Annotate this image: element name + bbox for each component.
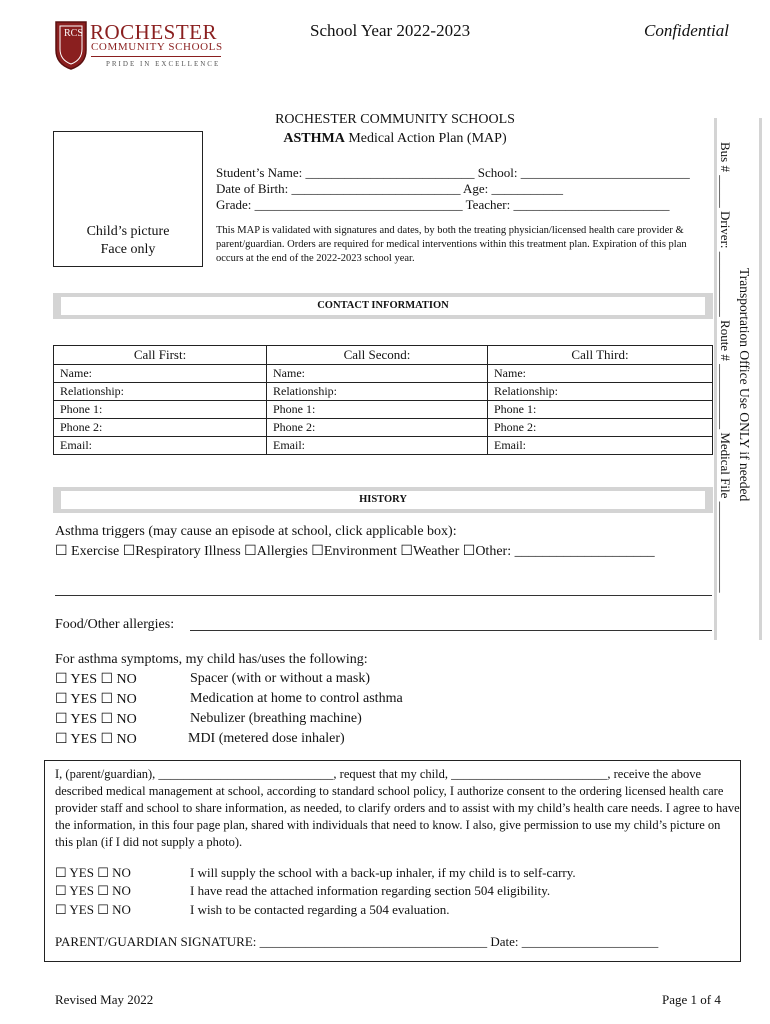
history-section-header — [53, 487, 713, 513]
student-name-school-field[interactable]: Student’s Name: __________________________ School: __________________________ — [216, 165, 690, 180]
yes-no-checkbox[interactable]: ☐ YES ☐ NO — [55, 712, 137, 727]
history-section-title: HISTORY — [61, 491, 705, 509]
table-row — [54, 365, 713, 383]
contact-section-header — [53, 293, 713, 319]
transport-fields[interactable]: Bus # _____ Driver: __________ Route # __________ Medical File ______________ — [718, 142, 733, 593]
contact-cell[interactable]: Phone 1: — [54, 401, 267, 419]
yes-no-checkbox[interactable]: ☐ YES ☐ NO — [55, 692, 137, 707]
call-third-header: Call Third: — [488, 346, 713, 365]
contact-cell[interactable]: Relationship: — [488, 383, 713, 401]
dob-age-field[interactable]: Date of Birth: __________________________ Age: ___________ — [216, 181, 564, 196]
transport-title: Transportation Office Use ONLY if needed — [737, 268, 752, 502]
triggers-blank-line[interactable] — [55, 595, 712, 596]
plan-title-rest: Medical Action Plan (MAP) — [344, 131, 507, 146]
contact-cell[interactable]: Phone 1: — [488, 401, 713, 419]
call-second-header: Call Second: — [267, 346, 488, 365]
table-row — [54, 383, 713, 401]
contact-cell[interactable]: Name: — [54, 365, 267, 383]
contact-section-title: CONTACT INFORMATION — [61, 297, 705, 315]
yes-no-checkbox[interactable]: ☐ YES ☐ NO — [55, 883, 131, 898]
revised-date: Revised May 2022 — [55, 992, 154, 1007]
symptoms-label: For asthma symptoms, my child has/uses the following: — [55, 652, 368, 667]
food-allergies-line[interactable] — [190, 630, 712, 631]
school-year: School Year 2022-2023 — [310, 21, 471, 40]
photo-label-1: Child’s picture — [86, 224, 170, 239]
photo-label-2: Face only — [100, 242, 156, 257]
transport-side-inner — [717, 118, 759, 640]
table-row — [54, 437, 713, 455]
yes-no-checkbox[interactable]: ☐ YES ☐ NO — [55, 902, 131, 917]
map-disclaimer: This MAP is validated with signatures and dates, by both the treating physician/licensed health care provider & parent/guardian. Orders are required for medical interventions within this treatment plan. Expiration of this plan occurs at the end of the 2022-2023 school year. — [216, 225, 687, 264]
contact-cell[interactable]: Phone 1: — [267, 401, 488, 419]
org-title: ROCHESTER COMMUNITY SCHOOLS — [275, 112, 515, 127]
table-row — [54, 401, 713, 419]
signature-date-line[interactable]: PARENT/GUARDIAN SIGNATURE: ___________________________________ Date: _____________________ — [55, 934, 659, 949]
consent-item: I have read the attached information regarding section 504 eligibility. — [190, 883, 551, 898]
consent-item: I wish to be contacted regarding a 504 evaluation. — [190, 902, 450, 917]
contact-cell[interactable]: Email: — [488, 437, 713, 455]
logo-divider — [91, 56, 221, 57]
triggers-label: Asthma triggers (may cause an episode at school, click applicable box): — [55, 524, 457, 539]
consent-box — [44, 760, 741, 962]
symptom-item: Medication at home to control asthma — [190, 691, 403, 706]
contact-cell[interactable]: Phone 2: — [54, 419, 267, 437]
symptom-item: MDI (metered dose inhaler) — [188, 731, 345, 746]
contact-cell[interactable]: Phone 2: — [488, 419, 713, 437]
page-number: Page 1 of 4 — [662, 992, 721, 1007]
triggers-checkboxes[interactable]: ☐ Exercise ☐Respiratory Illness ☐Allergies ☐Environment ☐Weather ☐Other: ____________________ — [55, 544, 655, 559]
logo-tagline: PRIDE IN EXCELLENCE — [106, 60, 221, 68]
symptom-item: Nebulizer (breathing machine) — [190, 711, 362, 726]
plan-title — [210, 131, 580, 147]
table-row — [54, 419, 713, 437]
contact-cell[interactable]: Relationship: — [267, 383, 488, 401]
contact-cell[interactable]: Name: — [488, 365, 713, 383]
symptom-item: Spacer (with or without a mask) — [190, 671, 371, 686]
contacts-table — [53, 345, 713, 455]
yes-no-checkbox[interactable]: ☐ YES ☐ NO — [55, 865, 131, 880]
confidential-label: Confidential — [644, 21, 729, 40]
contact-cell[interactable]: Phone 2: — [267, 419, 488, 437]
plan-title-bold: ASTHMA — [283, 131, 345, 146]
transport-side-panel — [714, 118, 762, 640]
contact-cell[interactable]: Email: — [267, 437, 488, 455]
yes-no-checkbox[interactable]: ☐ YES ☐ NO — [55, 672, 137, 687]
food-allergies-label: Food/Other allergies: — [55, 617, 175, 632]
yes-no-checkbox[interactable]: ☐ YES ☐ NO — [55, 732, 137, 747]
logo-name: ROCHESTER — [90, 20, 218, 44]
contact-cell[interactable]: Name: — [267, 365, 488, 383]
call-first-header: Call First: — [54, 346, 267, 365]
grade-teacher-field[interactable]: Grade: ________________________________ Teacher: ________________________ — [216, 197, 670, 212]
photo-box[interactable] — [53, 131, 203, 267]
consent-item: I will supply the school with a back-up inhaler, if my child is to self-carry. — [190, 865, 576, 880]
contact-cell[interactable]: Email: — [54, 437, 267, 455]
consent-paragraph: I, (parent/guardian), ____________________________, request that my child, _________________________, receive the above described medical management at school, according to standard school policy, I authorize consent to the ordering licensed health care provider staff and school to share information, as needed, to clarify orders and to assist with my child’s health care needs. I agree to have the information, in this four page plan, shared with individuals that need to know. I also, give permission to use my child’s picture on this plan (if I did not supply a photo). — [55, 767, 740, 849]
logo-subtitle: COMMUNITY SCHOOLS — [91, 41, 223, 53]
crest-initials: RCS — [64, 28, 83, 39]
contact-cell[interactable]: Relationship: — [54, 383, 267, 401]
